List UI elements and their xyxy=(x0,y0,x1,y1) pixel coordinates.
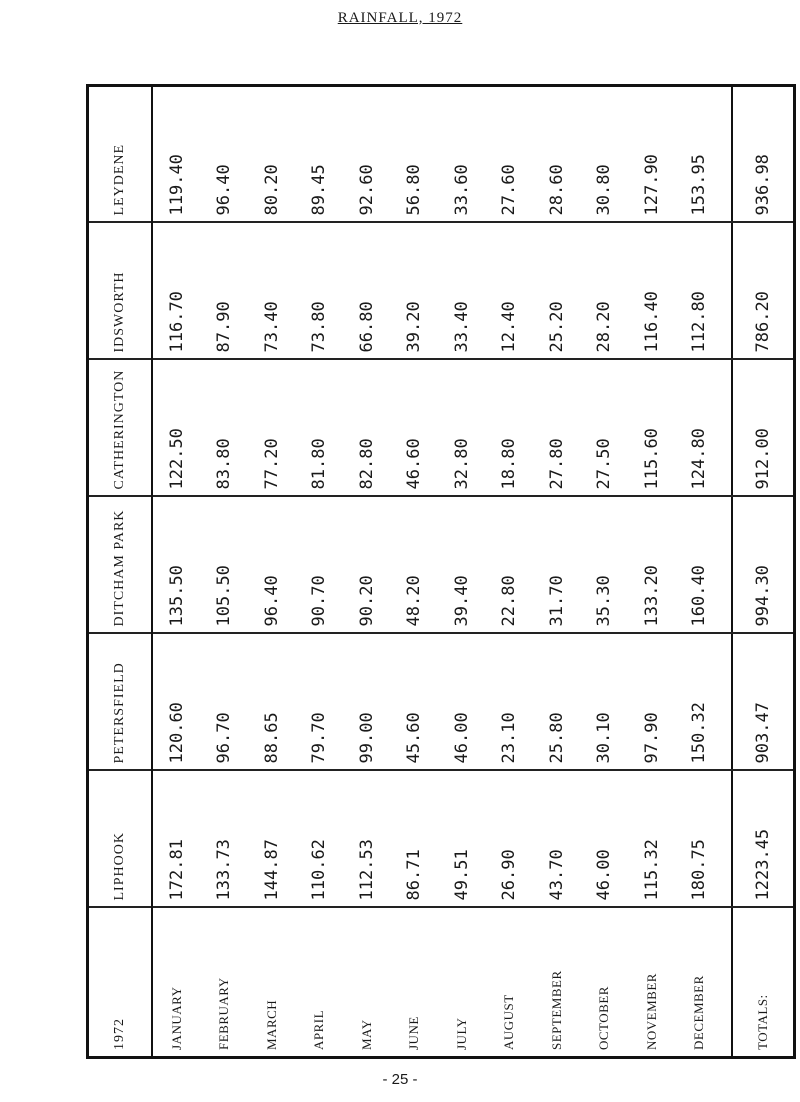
table-row xyxy=(486,86,533,1058)
rainfall-value-cell: 96.40 xyxy=(248,497,295,634)
rainfall-value-cell: 81.80 xyxy=(296,360,343,497)
rainfall-value-cell: 25.80 xyxy=(533,634,580,771)
rainfall-value-cell: 89.45 xyxy=(296,86,343,223)
rainfall-value-cell: 49.51 xyxy=(438,771,485,908)
month-cell: FEBRUARY xyxy=(201,908,248,1058)
rainfall-value-cell: 22.80 xyxy=(486,497,533,634)
rainfall-value-cell: 18.80 xyxy=(486,360,533,497)
header-leydene: LEYDENE xyxy=(88,86,153,223)
rainfall-value-cell: 66.80 xyxy=(343,223,390,360)
rainfall-value-cell: 127.90 xyxy=(628,86,675,223)
rainfall-value-cell: 172.81 xyxy=(152,771,201,908)
rainfall-value-cell: 180.75 xyxy=(675,771,723,908)
header-idsworth: IDSWORTH xyxy=(88,223,153,360)
rainfall-value-cell: 116.70 xyxy=(152,223,201,360)
rainfall-value-cell: 110.62 xyxy=(296,771,343,908)
page-title: RAINFALL, 1972 xyxy=(337,10,463,26)
rainfall-value-cell: 83.80 xyxy=(201,360,248,497)
table-row xyxy=(438,86,485,1058)
header-petersfield: PETERSFIELD xyxy=(88,634,153,771)
table-row xyxy=(296,86,343,1058)
rainfall-value-cell: 97.90 xyxy=(628,634,675,771)
page-number: - 25 - xyxy=(382,1071,418,1088)
table-row xyxy=(391,86,438,1058)
rainfall-value-cell: 122.50 xyxy=(152,360,201,497)
rainfall-value-cell: 86.71 xyxy=(391,771,438,908)
rainfall-value-cell: 33.40 xyxy=(438,223,485,360)
month-cell: DECEMBER xyxy=(675,908,723,1058)
total-ditcham-park: 994.30 xyxy=(732,497,795,634)
rainfall-value-cell: 88.65 xyxy=(248,634,295,771)
rainfall-value-cell: 77.20 xyxy=(248,360,295,497)
rainfall-value-cell: 115.32 xyxy=(628,771,675,908)
rainfall-value-cell: 23.10 xyxy=(486,634,533,771)
total-catherington: 912.00 xyxy=(732,360,795,497)
rainfall-value-cell: 46.00 xyxy=(580,771,627,908)
rainfall-value-cell: 90.20 xyxy=(343,497,390,634)
rainfall-value-cell: 27.80 xyxy=(533,360,580,497)
rainfall-value-cell: 48.20 xyxy=(391,497,438,634)
rainfall-value-cell: 32.80 xyxy=(438,360,485,497)
month-cell: JULY xyxy=(438,908,485,1058)
rainfall-value-cell: 150.32 xyxy=(675,634,723,771)
rainfall-table xyxy=(86,84,796,1059)
rainfall-value-cell: 120.60 xyxy=(152,634,201,771)
table-row xyxy=(201,86,248,1058)
table-body xyxy=(152,86,723,1058)
rainfall-value-cell: 73.40 xyxy=(248,223,295,360)
rainfall-value-cell: 26.90 xyxy=(486,771,533,908)
rainfall-value-cell: 33.60 xyxy=(438,86,485,223)
table-row xyxy=(675,86,723,1058)
rainfall-value-cell: 30.10 xyxy=(580,634,627,771)
rainfall-value-cell: 92.60 xyxy=(343,86,390,223)
rainfall-value-cell: 112.53 xyxy=(343,771,390,908)
total-leydene: 936.98 xyxy=(732,86,795,223)
rainfall-value-cell: 133.20 xyxy=(628,497,675,634)
rainfall-value-cell: 25.20 xyxy=(533,223,580,360)
table-header-row xyxy=(88,86,153,1058)
rainfall-value-cell: 45.60 xyxy=(391,634,438,771)
month-cell: SEPTEMBER xyxy=(533,908,580,1058)
rainfall-value-cell: 90.70 xyxy=(296,497,343,634)
month-cell: JANUARY xyxy=(152,908,201,1058)
header-catherington: CATHERINGTON xyxy=(88,360,153,497)
total-petersfield: 903.47 xyxy=(732,634,795,771)
rainfall-value-cell: 124.80 xyxy=(675,360,723,497)
table-row xyxy=(248,86,295,1058)
rainfall-value-cell: 35.30 xyxy=(580,497,627,634)
table-row xyxy=(533,86,580,1058)
rainfall-value-cell: 116.40 xyxy=(628,223,675,360)
rainfall-value-cell: 119.40 xyxy=(152,86,201,223)
header-liphook: LIPHOOK xyxy=(88,771,153,908)
rainfall-value-cell: 133.73 xyxy=(201,771,248,908)
totals-label: TOTALS: xyxy=(732,908,795,1058)
month-cell: MAY xyxy=(343,908,390,1058)
rainfall-table-container xyxy=(86,84,796,1059)
rainfall-value-cell: 27.50 xyxy=(580,360,627,497)
rainfall-value-cell: 96.40 xyxy=(201,86,248,223)
rainfall-value-cell: 80.20 xyxy=(248,86,295,223)
month-cell: APRIL xyxy=(296,908,343,1058)
table-row xyxy=(152,86,201,1058)
rainfall-value-cell: 135.50 xyxy=(152,497,201,634)
header-ditcham-park: DITCHAM PARK xyxy=(88,497,153,634)
rainfall-value-cell: 43.70 xyxy=(533,771,580,908)
rainfall-value-cell: 160.40 xyxy=(675,497,723,634)
rainfall-value-cell: 28.20 xyxy=(580,223,627,360)
rainfall-value-cell: 12.40 xyxy=(486,223,533,360)
totals-row xyxy=(732,86,795,1058)
table-row xyxy=(580,86,627,1058)
rainfall-value-cell: 144.87 xyxy=(248,771,295,908)
rainfall-value-cell: 115.60 xyxy=(628,360,675,497)
table-row xyxy=(343,86,390,1058)
rainfall-value-cell: 96.70 xyxy=(201,634,248,771)
rainfall-value-cell: 39.20 xyxy=(391,223,438,360)
rainfall-value-cell: 112.80 xyxy=(675,223,723,360)
rainfall-value-cell: 28.60 xyxy=(533,86,580,223)
month-cell: NOVEMBER xyxy=(628,908,675,1058)
rainfall-value-cell: 87.90 xyxy=(201,223,248,360)
rainfall-value-cell: 153.95 xyxy=(675,86,723,223)
rainfall-value-cell: 73.80 xyxy=(296,223,343,360)
rainfall-value-cell: 56.80 xyxy=(391,86,438,223)
month-cell: MARCH xyxy=(248,908,295,1058)
rainfall-value-cell: 79.70 xyxy=(296,634,343,771)
month-cell: JUNE xyxy=(391,908,438,1058)
rainfall-value-cell: 30.80 xyxy=(580,86,627,223)
rainfall-value-cell: 39.40 xyxy=(438,497,485,634)
month-cell: OCTOBER xyxy=(580,908,627,1058)
rainfall-value-cell: 82.80 xyxy=(343,360,390,497)
rainfall-value-cell: 99.00 xyxy=(343,634,390,771)
rainfall-value-cell: 105.50 xyxy=(201,497,248,634)
rainfall-value-cell: 46.00 xyxy=(438,634,485,771)
header-year: 1972 xyxy=(88,908,153,1058)
total-idsworth: 786.20 xyxy=(732,223,795,360)
total-liphook: 1223.45 xyxy=(732,771,795,908)
rainfall-value-cell: 46.60 xyxy=(391,360,438,497)
rainfall-value-cell: 27.60 xyxy=(486,86,533,223)
rainfall-value-cell: 31.70 xyxy=(533,497,580,634)
table-row xyxy=(628,86,675,1058)
month-cell: AUGUST xyxy=(486,908,533,1058)
